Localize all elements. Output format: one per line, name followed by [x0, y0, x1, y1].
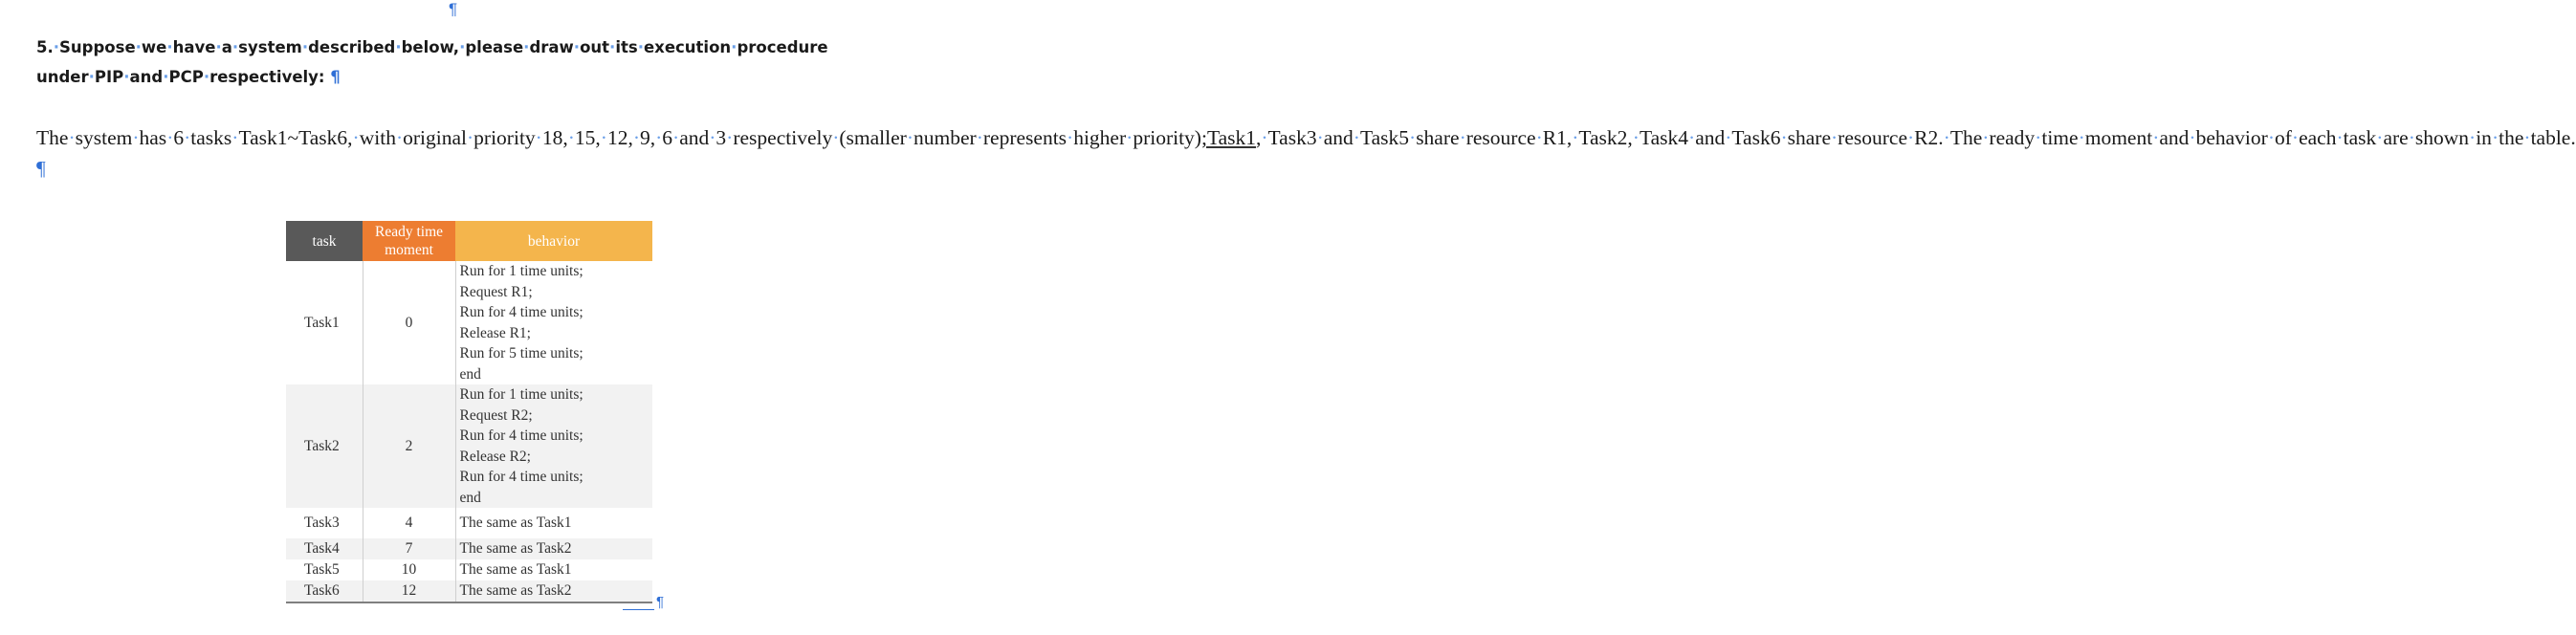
ready-time: 4	[363, 508, 455, 538]
behavior-step: Run for 5 time units;	[459, 345, 583, 361]
behavior-cell: The same as Task1	[455, 508, 652, 538]
header-task: task	[286, 221, 363, 261]
header-behavior: behavior	[455, 221, 652, 261]
task-name: Task3	[286, 508, 363, 538]
behavior-step: Run for 1 time units;	[459, 386, 583, 403]
behavior-step: Run for 4 time units;	[459, 469, 583, 485]
behavior-step: Run for 4 time units;	[459, 427, 583, 444]
paragraph-text-2: ,·Task3·and·Task5·share·resource·R1,·Task2,·Task4·and·Task6·share·resource·R2.·The·ready·time·moment·and·behavior·of·each·task·are·shown·in·the·table.	[1255, 126, 2576, 149]
ready-time: 10	[363, 559, 455, 580]
behavior-step: Request R2;	[459, 406, 533, 424]
task-name: Task5	[286, 559, 363, 580]
behavior-cell	[455, 261, 652, 384]
pilcrow-mark: ¶	[449, 0, 458, 18]
behavior-step: end	[459, 365, 481, 383]
task-name: Task2	[286, 384, 363, 508]
task-name: Task1	[286, 261, 363, 384]
pilcrow-mark: ¶	[330, 68, 341, 86]
ready-time: 12	[363, 580, 455, 602]
behavior-step: Request R1;	[459, 283, 533, 300]
table-row	[286, 538, 652, 559]
heading-line-2-text: under·PIP·and·PCP·respectively:	[36, 68, 325, 86]
header-ready-time: Ready time moment	[363, 221, 455, 261]
table-row	[286, 580, 652, 602]
end-cell-mark	[623, 609, 654, 610]
ready-time: 2	[363, 384, 455, 508]
behavior-cell: The same as Task2	[455, 580, 652, 602]
pilcrow-mark: ¶	[36, 157, 46, 180]
question-heading	[36, 33, 936, 92]
behavior-cell: The same as Task2	[455, 538, 652, 559]
paragraph-text-1: The·system·has·6·tasks·Task1~Task6,·with·original·priority·18,·15,·12,·9,·6·and·3·respectively·(smaller·number·represents·higher·priority)	[36, 126, 1201, 149]
task-table	[286, 221, 652, 603]
pilcrow-mark: ¶	[656, 594, 665, 610]
behavior-step: end	[459, 489, 481, 506]
table-row	[286, 261, 652, 384]
ready-time: 0	[363, 261, 455, 384]
behavior-cell: The same as Task1	[455, 559, 652, 580]
heading-line-2	[36, 62, 936, 92]
behavior-cell	[455, 384, 652, 508]
behavior-step: Run for 4 time units;	[459, 304, 583, 320]
question-paragraph	[36, 92, 2576, 184]
task-name: Task6	[286, 580, 363, 602]
ready-time: 7	[363, 538, 455, 559]
task-name: Task4	[286, 538, 363, 559]
behavior-step: Run for 1 time units;	[459, 263, 583, 279]
heading-line-1: 5.·Suppose·we·have·a·system·described·below,·please·draw·out·its·execution·procedure	[36, 38, 828, 56]
table-row	[286, 508, 652, 538]
table-header-row	[286, 221, 652, 261]
behavior-step: Release R1;	[459, 324, 531, 341]
table-row	[286, 559, 652, 580]
table-row	[286, 384, 652, 508]
behavior-step: Release R2;	[459, 448, 531, 465]
paragraph-underlined-text: ;Task1	[1200, 126, 1256, 149]
